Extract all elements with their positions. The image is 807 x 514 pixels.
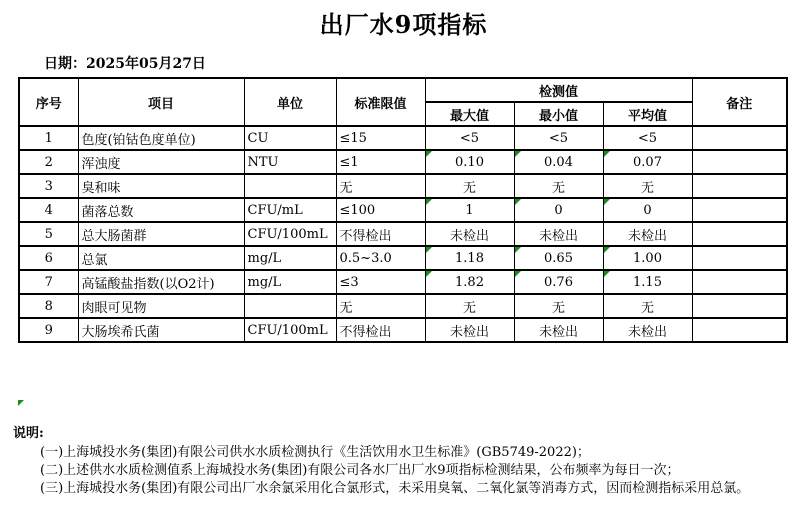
cell-limit: ≤100 <box>336 198 425 222</box>
cell-avg: 未检出 <box>603 222 692 246</box>
cell-avg: 无 <box>603 174 692 198</box>
cell-no: 3 <box>19 174 78 198</box>
cell-no: 8 <box>19 294 78 318</box>
report-date: 日期：2025年05月27日 <box>44 56 206 72</box>
header-avg: 平均值 <box>603 102 692 126</box>
cell-avg: 0.07 <box>603 150 692 174</box>
cell-min: 0 <box>514 198 603 222</box>
cell-min: 未检出 <box>514 318 603 342</box>
cell-unit: NTU <box>244 150 336 174</box>
cell-limit: ≤1 <box>336 150 425 174</box>
cell-item: 浑浊度 <box>78 150 244 174</box>
header-min: 最小值 <box>514 102 603 126</box>
cell-min: 无 <box>514 294 603 318</box>
cell-no: 5 <box>19 222 78 246</box>
cell-avg: 未检出 <box>603 318 692 342</box>
cell-unit: CFU/100mL <box>244 222 336 246</box>
cell-no: 2 <box>19 150 78 174</box>
table-row <box>19 198 787 222</box>
header-remark: 备注 <box>692 78 787 126</box>
header-item: 项目 <box>78 78 244 126</box>
cell-min: 0.76 <box>514 270 603 294</box>
cell-item: 总氯 <box>78 246 244 270</box>
cell-remark <box>692 270 787 294</box>
cell-limit: 不得检出 <box>336 222 425 246</box>
header-row-1 <box>19 78 787 102</box>
cell-unit: CFU/100mL <box>244 318 336 342</box>
table-row <box>19 126 787 150</box>
note-line: (二)上述供水水质检测值系上海城投水务(集团)有限公司各水厂出厂水9项指标检测结果，公布频率为每日一次； <box>40 463 680 478</box>
cell-limit: ≤15 <box>336 126 425 150</box>
cell-limit: 0.5~3.0 <box>336 246 425 270</box>
cell-unit: mg/L <box>244 246 336 270</box>
cell-max: 1.18 <box>425 246 514 270</box>
cell-item: 色度(铂钴色度单位) <box>78 126 244 150</box>
header-unit: 单位 <box>244 78 336 126</box>
cell-min: 无 <box>514 174 603 198</box>
table-row <box>19 270 787 294</box>
table-row <box>19 294 787 318</box>
cell-min: 0.65 <box>514 246 603 270</box>
table-row <box>19 150 787 174</box>
table-row <box>19 174 787 198</box>
cell-min: 0.04 <box>514 150 603 174</box>
cell-remark <box>692 126 787 150</box>
page-title: 出厂水9项指标 <box>319 10 488 39</box>
cell-no: 6 <box>19 246 78 270</box>
cell-no: 1 <box>19 126 78 150</box>
cell-max: 未检出 <box>425 318 514 342</box>
cell-item: 臭和味 <box>78 174 244 198</box>
cell-flag-icon <box>18 400 24 406</box>
header-detection: 检测值 <box>425 78 692 102</box>
cell-avg: 无 <box>603 294 692 318</box>
cell-avg: 0 <box>603 198 692 222</box>
header-max: 最大值 <box>425 102 514 126</box>
cell-min: 未检出 <box>514 222 603 246</box>
table-row <box>19 318 787 342</box>
cell-item: 肉眼可见物 <box>78 294 244 318</box>
cell-unit <box>244 174 336 198</box>
cell-max: <5 <box>425 126 514 150</box>
cell-unit: mg/L <box>244 270 336 294</box>
cell-remark <box>692 318 787 342</box>
cell-remark <box>692 222 787 246</box>
cell-item: 大肠埃希氏菌 <box>78 318 244 342</box>
note-line: (三)上海城投水务(集团)有限公司出厂水余氯采用化合氯形式，未采用臭氧、二氧化氯等消毒方式，因而检测指标采用总氯。 <box>40 481 750 496</box>
cell-max: 无 <box>425 294 514 318</box>
indicators-table-wrap <box>18 77 788 343</box>
indicators-table <box>18 77 788 343</box>
cell-unit: CFU/mL <box>244 198 336 222</box>
cell-item: 高锰酸盐指数(以O2计) <box>78 270 244 294</box>
cell-unit: CU <box>244 126 336 150</box>
cell-max: 未检出 <box>425 222 514 246</box>
cell-limit: 无 <box>336 174 425 198</box>
cell-avg: 1.00 <box>603 246 692 270</box>
cell-limit: ≤3 <box>336 270 425 294</box>
table-row <box>19 246 787 270</box>
cell-no: 7 <box>19 270 78 294</box>
notes-list <box>40 444 749 498</box>
header-no: 序号 <box>19 78 78 126</box>
note-line: (一)上海城投水务(集团)有限公司供水水质检测执行《生活饮用水卫生标准》(GB5749-2022)； <box>40 445 590 460</box>
cell-max: 1.82 <box>425 270 514 294</box>
cell-remark <box>692 150 787 174</box>
cell-no: 4 <box>19 198 78 222</box>
cell-remark <box>692 174 787 198</box>
cell-remark <box>692 294 787 318</box>
cell-avg: 1.15 <box>603 270 692 294</box>
cell-max: 0.10 <box>425 150 514 174</box>
cell-item: 总大肠菌群 <box>78 222 244 246</box>
table-row <box>19 222 787 246</box>
cell-max: 无 <box>425 174 514 198</box>
cell-remark <box>692 246 787 270</box>
cell-no: 9 <box>19 318 78 342</box>
cell-remark <box>692 198 787 222</box>
cell-min: <5 <box>514 126 603 150</box>
notes-label: 说明: <box>13 426 44 441</box>
cell-max: 1 <box>425 198 514 222</box>
cell-limit: 不得检出 <box>336 318 425 342</box>
header-limit: 标准限值 <box>336 78 425 126</box>
cell-avg: <5 <box>603 126 692 150</box>
cell-item: 菌落总数 <box>78 198 244 222</box>
cell-limit: 无 <box>336 294 425 318</box>
cell-unit <box>244 294 336 318</box>
